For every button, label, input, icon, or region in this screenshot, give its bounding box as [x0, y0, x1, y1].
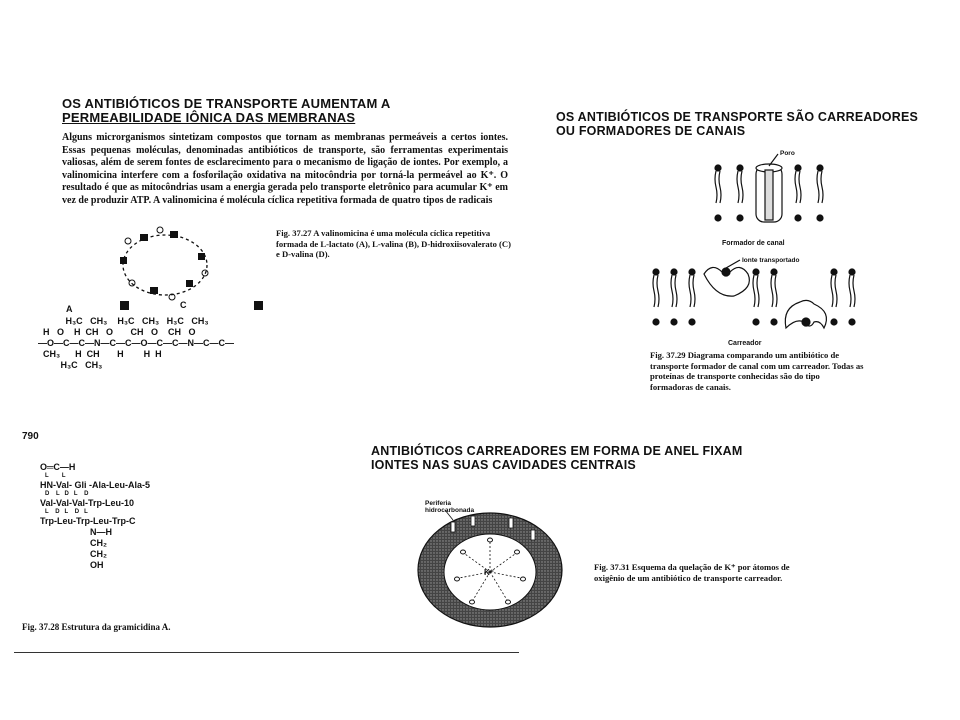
gramicidin-line: Val-Val-Val-Trp-Leu-10: [40, 498, 135, 508]
gramicidin-line: CH₂: [40, 538, 108, 548]
left-heading-line1: OS ANTIBIÓTICOS DE TRANSPORTE AUMENTAM A: [62, 96, 391, 111]
channel-former-diagram: [700, 148, 840, 240]
carrier-lipids-middle: [753, 269, 777, 325]
chem-line: CH₃ H CH H H H: [38, 349, 162, 359]
gramicidin-line: D L D L D: [40, 491, 89, 497]
gramicidin-line: OH: [40, 560, 104, 570]
gramicidin-line: Trp-Leu-Trp-Leu-Trp-C: [40, 516, 136, 526]
gramicidin-line: HN-Val- Gli -Ala-Leu-Ala-5: [40, 480, 151, 490]
fig-37-31-caption: Fig. 37.31 Esquema da quelação de K⁺ por átomos de oxigênio de um antibiótico de transporte carreador.: [594, 562, 790, 583]
gramicidin-line: L L: [40, 473, 66, 479]
right-top-heading-line1: OS ANTIBIÓTICOS DE TRANSPORTE SÃO CARREADORES: [556, 110, 919, 124]
valinomycin-ring-diagram: [110, 225, 220, 305]
page-number: 790: [22, 431, 39, 442]
lipid-left-1: [715, 165, 721, 221]
carrier-diagram: [648, 258, 860, 342]
chem-line: —O—C—C—N—C—C—O—C—C—N—C—C—: [38, 338, 234, 348]
label-periferia-hidrocarbonada: Periferia hidrocarbonada: [425, 500, 475, 514]
left-heading: [62, 97, 442, 125]
valinomycin-structure: [38, 316, 234, 371]
gramicidin-line: CH₂: [40, 549, 108, 559]
chem-line: H₃C CH₃: [38, 360, 103, 370]
structure-marker-b: [120, 301, 129, 310]
gramicidin-line: N—H: [40, 527, 113, 537]
gramicidin-line: O═C—H: [40, 462, 76, 472]
right-bottom-heading-line1: ANTIBIÓTICOS CARREADORES EM FORMA DE ANEL FIXAM: [371, 444, 743, 458]
label-ionte-transportado: Ionte transportado: [742, 257, 800, 264]
right-top-heading: [556, 110, 956, 138]
structure-label-c: C: [180, 300, 187, 310]
left-heading-line2: PERMEABILIDADE IÔNICA DAS MEMBRANAS: [62, 110, 356, 125]
carrier-lipids-left: [653, 269, 695, 325]
left-paragraph: Alguns microrganismos sintetizam compostos que tornam as membranas permeáveis a certos iontes. Essas pequenas moléculas, denominadas antibióticos de transporte, são ferramentas experimentais valiosas, além de serem fontes de esclarecimento para o mecanismo de ligação de iontes. Por exemplo, a valinomicina interfere com a fosforilação oxidativa na mitocôndria por torná-la permeável ao K⁺. O resultado é que as mitocôndrias usam a energia gerada pelo transporte eletrônico para acumular K⁺ em vez de produzir ATP. A valinomicina é molécula cíclica repetitiva formada de quatro tipos de radicais: [62, 132, 508, 206]
page-bottom-rule: [14, 652, 519, 653]
fig-37-27-caption: Fig. 37.27 A valinomicina é uma molécula cíclica repetitiva formada de L-lactato (A), L-valina (B), D-hidroxiisovalerato (C) e D-valina (D).: [276, 228, 511, 259]
gramicidin-line: L D L D L: [40, 509, 88, 515]
fig-37-29-caption: Fig. 37.29 Diagrama comparando um antibiótico de transporte formador de canal com um carreador. Todas as proteínas de transporte conhecidas são do tipo formadoras de canais.: [650, 350, 864, 392]
label-poro: Poro: [780, 150, 795, 157]
fig-37-28-caption: Fig. 37.28 Estrutura da gramicidina A.: [22, 622, 171, 632]
structure-label-a: A: [66, 304, 73, 314]
carrier-lipids-right: [831, 269, 855, 325]
gramicidin-structure: [40, 462, 150, 571]
right-bottom-heading: [371, 444, 811, 472]
structure-marker-d: [254, 301, 263, 310]
label-formador-de-canal: Formador de canal: [722, 240, 785, 247]
label-k-ion: K⁺: [484, 568, 494, 577]
right-top-heading-line2: OU FORMADORES DE CANAIS: [556, 124, 746, 138]
label-carreador: Carreador: [728, 340, 762, 347]
chem-line: H O H CH O CH O CH O: [38, 327, 196, 337]
chem-line: H₃C CH₃ H₃C CH₃ H₃C CH₃: [38, 316, 209, 326]
right-bottom-heading-line2: IONTES NAS SUAS CAVIDADES CENTRAIS: [371, 458, 636, 472]
